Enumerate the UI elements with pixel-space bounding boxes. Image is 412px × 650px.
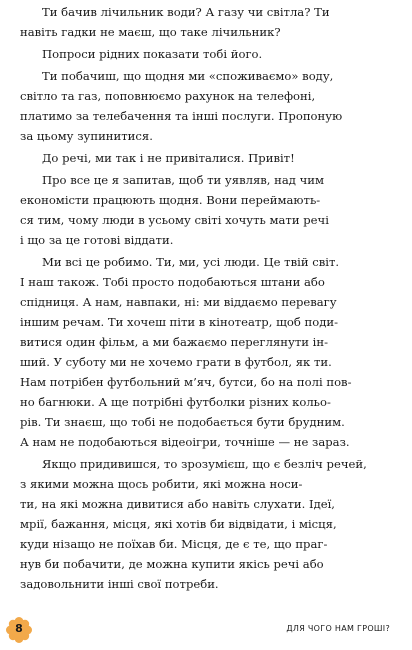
page-number: 8 — [15, 622, 23, 635]
paragraph-ask-relatives: Попроси рідних показати тобі його. — [42, 47, 263, 61]
paragraph-consumption: Ти побачиш, що щодня ми «споживаємо» воду, світло та газ, поповнюємо рахунок на телефоні, платимо за телебачення та інші послуги. Пропоную за цьому зупинитися. — [20, 69, 343, 143]
paragraph-preferences: Ми всі це робимо. Ти, ми, усі люди. Це твій світ. І наш також. Тобі просто подобаються штани або спідниця. А нам, навпаки, ні: ми віддаємо перевагу іншим речам. Ти хочеш піти в кінотеатр, щоб поди- витися один фільм, а ми бажаємо переглянути ін- ший. У суботу ми не хочемо грати в футбол, як ти. Нам потрібен футбольний м’яч, бутси, бо на полі пов- но багнюки. А ще потрібні футболки різних кольо- рів. Ти знаєш, що тобі не подобається бути брудним. А нам не подобаються відеоігри, точніше — не зараз. — [20, 255, 352, 449]
body-text — [20, 2, 383, 596]
running-footer-title: ДЛЯ ЧОГО НАМ ГРОШІ? — [286, 624, 390, 633]
paragraph-greeting: До речі, ми так і не привіталися. Привіт! — [42, 151, 295, 165]
page-number-badge — [6, 617, 32, 643]
paragraph-meters-question: Ти бачив лічильник води? А газу чи світла? Ти навіть гадки не маєш, що таке лічильник? — [20, 5, 330, 39]
paragraph-economists: Про все це я запитав, щоб ти уявляв, над чим економісти працюють щодня. Вони переймають- ся тим, чому люди в усьому світі хочуть мати речі і що за це готові віддати. — [20, 173, 329, 247]
paragraph-many-things: Якщо придивишся, то зрозумієш, що є безліч речей, з якими можна щось робити, які можна носи- ти, на які можна дивитися або навіть слухати. Ідеї, мрії, бажання, місця, які хотів би відвідати, і місця, куди нізащо не поїхав би. Місця, де є те, що праг- нув би побачити, де можна купити якісь речі або задовольнити інші свої потреби. — [20, 457, 367, 591]
